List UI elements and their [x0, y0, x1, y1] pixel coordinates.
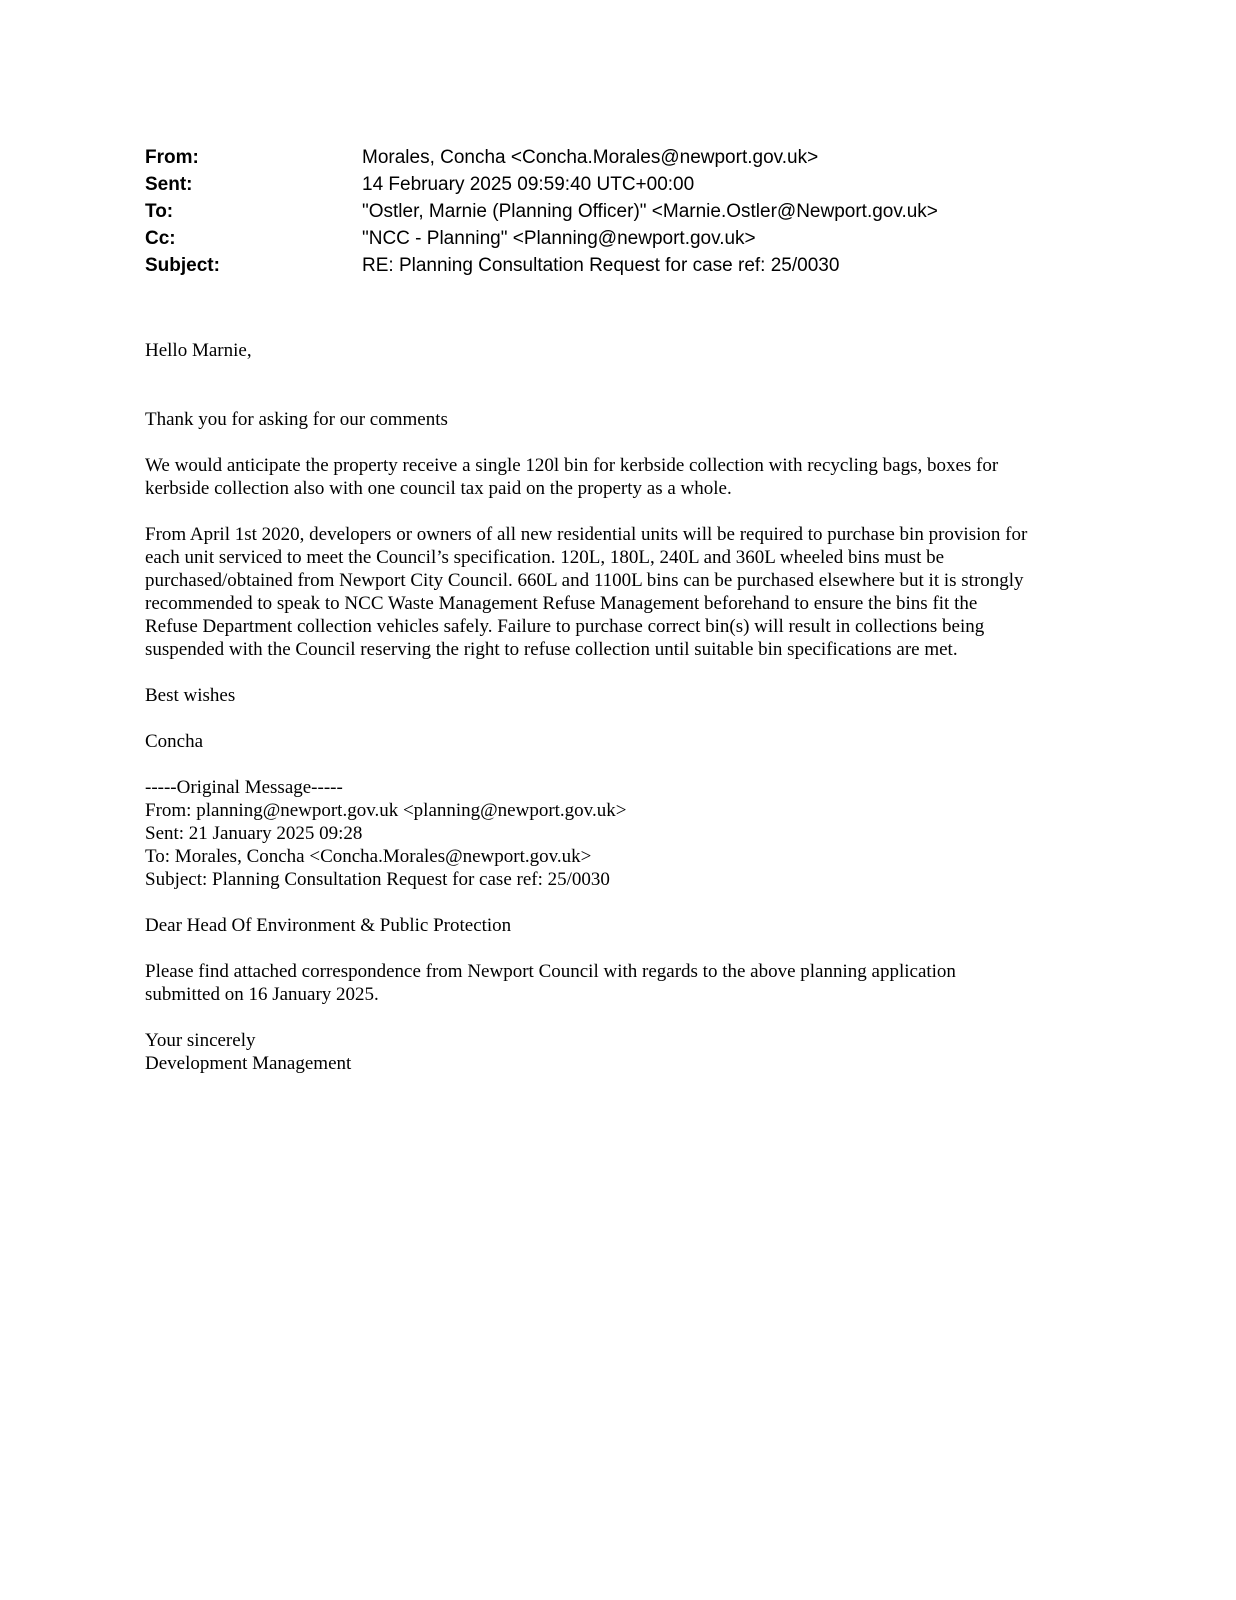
header-to-row: [145, 198, 1145, 225]
original-message-text: Please find attached correspondence from Newport Council with regards to the above planning application submitted on 16 January 2025.: [145, 961, 956, 1005]
subject-label: Subject:: [145, 255, 220, 276]
original-subject: Subject: Planning Consultation Request for case ref: 25/0030: [145, 869, 610, 890]
cc-label: Cc:: [145, 228, 176, 249]
original-to: To: Morales, Concha <Concha.Morales@newport.gov.uk>: [145, 846, 592, 867]
from-value: Morales, Concha <Concha.Morales@newport.gov.uk>: [362, 147, 819, 168]
header-cc-row: [145, 225, 1145, 252]
signoff: Best wishes: [145, 685, 236, 706]
original-salutation: Dear Head Of Environment & Public Protection: [145, 915, 512, 936]
header-sent-row: [145, 171, 1145, 198]
from-label: From:: [145, 147, 199, 168]
sent-value: 14 February 2025 09:59:40 UTC+00:00: [362, 174, 695, 195]
to-value: "Ostler, Marnie (Planning Officer)" <Marnie.Ostler@Newport.gov.uk>: [362, 201, 938, 222]
original-closing: Your sincerely: [145, 1030, 256, 1051]
to-label: To:: [145, 201, 174, 222]
header-subject-row: [145, 252, 1145, 279]
bin-provision-paragraph: We would anticipate the property receive a single 120l bin for kerbside collection with recycling bags, boxes for kerbside collection also with one council tax paid on the property as a whole.: [145, 455, 999, 499]
developer-requirements-paragraph: From April 1st 2020, developers or owners of all new residential units will be required to purchase bin provision for each unit serviced to meet the Council’s specification. 120L, 180L, 240L and 360L wheeled bins must be purchased/obtained from Newport City Council. 660L and 1100L bins can be purchased elsewhere but it is strongly recommended to speak to NCC Waste Management Refuse Management beforehand to ensure the bins fit the Refuse Department collection vehicles safely. Failure to purchase correct bin(s) will result in collections being suspended with the Council reserving the right to refuse collection until suitable bin specifications are met.: [145, 524, 1028, 660]
cc-value: "NCC - Planning" <Planning@newport.gov.uk>: [362, 228, 756, 249]
original-message-separator: -----Original Message-----: [145, 777, 343, 798]
original-sender: Development Management: [145, 1053, 352, 1074]
thanks-paragraph: Thank you for asking for our comments: [145, 409, 448, 430]
signature: Concha: [145, 731, 204, 752]
email-header: [145, 144, 1145, 279]
email-body: [145, 339, 1095, 1075]
subject-value: RE: Planning Consultation Request for case ref: 25/0030: [362, 255, 840, 276]
greeting: Hello Marnie,: [145, 340, 252, 361]
header-from-row: [145, 144, 1145, 171]
original-sent: Sent: 21 January 2025 09:28: [145, 823, 363, 844]
original-from: From: planning@newport.gov.uk <planning@newport.gov.uk>: [145, 800, 627, 821]
sent-label: Sent:: [145, 174, 193, 195]
